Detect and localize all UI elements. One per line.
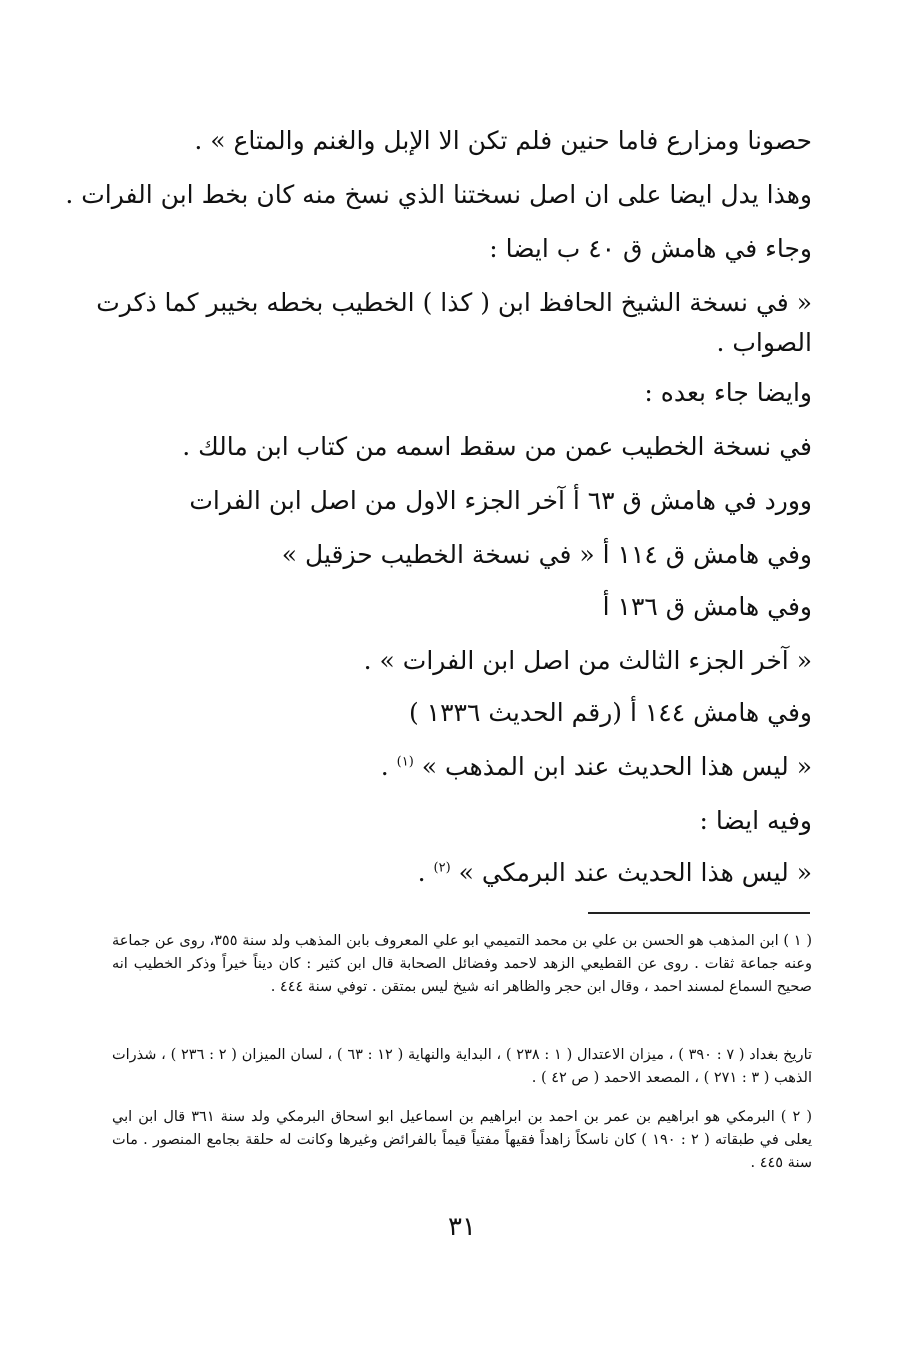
body-line-7: في نسخة الخطيب عمن من سقط اسمه من كتاب ابن مالك . <box>182 432 812 461</box>
body-line-11: « آخر الجزء الثالث من اصل ابن الفرات » . <box>363 646 812 675</box>
body-line-10: وفي هامش ق ١٣٦ أ <box>602 592 812 621</box>
body-line-13-text: « ليس هذا الحديث عند ابن المذهب » <box>421 752 812 781</box>
body-line-1: حصونا ومزارع فاما حنين فلم تكن الا الإبل والغنم والمتاع » . <box>194 126 812 155</box>
body-line-4: « في نسخة الشيخ الحافظ ابن ( كذا ) الخطيب بخطه بخيبر كما ذكرت <box>96 288 812 317</box>
body-line-6: وايضا جاء بعده : <box>644 378 812 407</box>
body-line-15-dot: . <box>417 858 426 887</box>
footnote-ref-1: (١) <box>396 754 414 770</box>
footnote-1: ( ١ ) ابن المذهب هو الحسن بن علي بن محمد التميمي ابو علي المعروف بابن المذهب ولد سنة ٣٥٥، روى عن جماعة وعنه جماعة ثقات . روى عن القطيعي الزهد لاحمد وفضائل الصحابة قال ابن كثير : كان ديناً خيراً وذكر الخطيب انه صحيح السماع لمسند احمد ، وقال ابن حجر والظاهر انه شيخ ليس بمتقن . توفي سنة ٤٤٤ . <box>112 933 812 995</box>
footnote-separator <box>588 912 810 914</box>
body-line-13-dot: . <box>380 752 389 781</box>
body-line-12: وفي هامش ١٤٤ أ (رقم الحديث ١٣٣٦ ) <box>408 698 812 727</box>
footnote-2: ( ٢ ) البرمكي هو ابراهيم بن عمر بن احمد بن ابراهيم بن اسماعيل ابو اسحاق البرمكي ولد سنة ٣٦١ قال ابن ابي يعلى في طبقاته ( ٢ : ١٩٠ ) كان ناسكاً زاهداً فقيهاً مفتياً قيماً بالفرائض وغيرها وكانت له حلقة بجامع المنصور . مات سنة ٤٤٥ . <box>112 1109 812 1171</box>
body-line-3: وجاء في هامش ق ٤٠ ب ايضا : <box>489 234 812 263</box>
body-line-13 <box>381 750 812 784</box>
body-line-5: الصواب . <box>716 328 812 357</box>
body-line-15 <box>418 856 812 890</box>
body-line-2: وهذا يدل ايضا على ان اصل نسختنا الذي نسخ منه كان بخط ابن الفرات . <box>65 180 812 209</box>
footnote-1-sources: تاريخ بغداد ( ٧ : ٣٩٠ ) ، ميزان الاعتدال ( ١ : ٢٣٨ ) ، البداية والنهاية ( ١٢ : ٦٣ ) ، لسان الميزان ( ٢ : ٢٣٦ ) ، شذرات الذهب ( ٣ : ٢٧١ ) ، المصعد الاحمد ( ص ٤٢ ) . <box>112 1047 813 1086</box>
body-line-8: وورد في هامش ق ٦٣ أ آخر الجزء الاول من اصل ابن الفرات <box>189 486 812 515</box>
body-line-15-text: « ليس هذا الحديث عند البرمكي » <box>458 858 812 887</box>
body-line-14: وفيه ايضا : <box>699 806 812 835</box>
page-number: ٣١ <box>448 1212 476 1242</box>
footnote-ref-2: (٢) <box>433 860 451 876</box>
body-line-9: وفي هامش ق ١١٤ أ « في نسخة الخطيب حزقيل » <box>281 540 812 569</box>
